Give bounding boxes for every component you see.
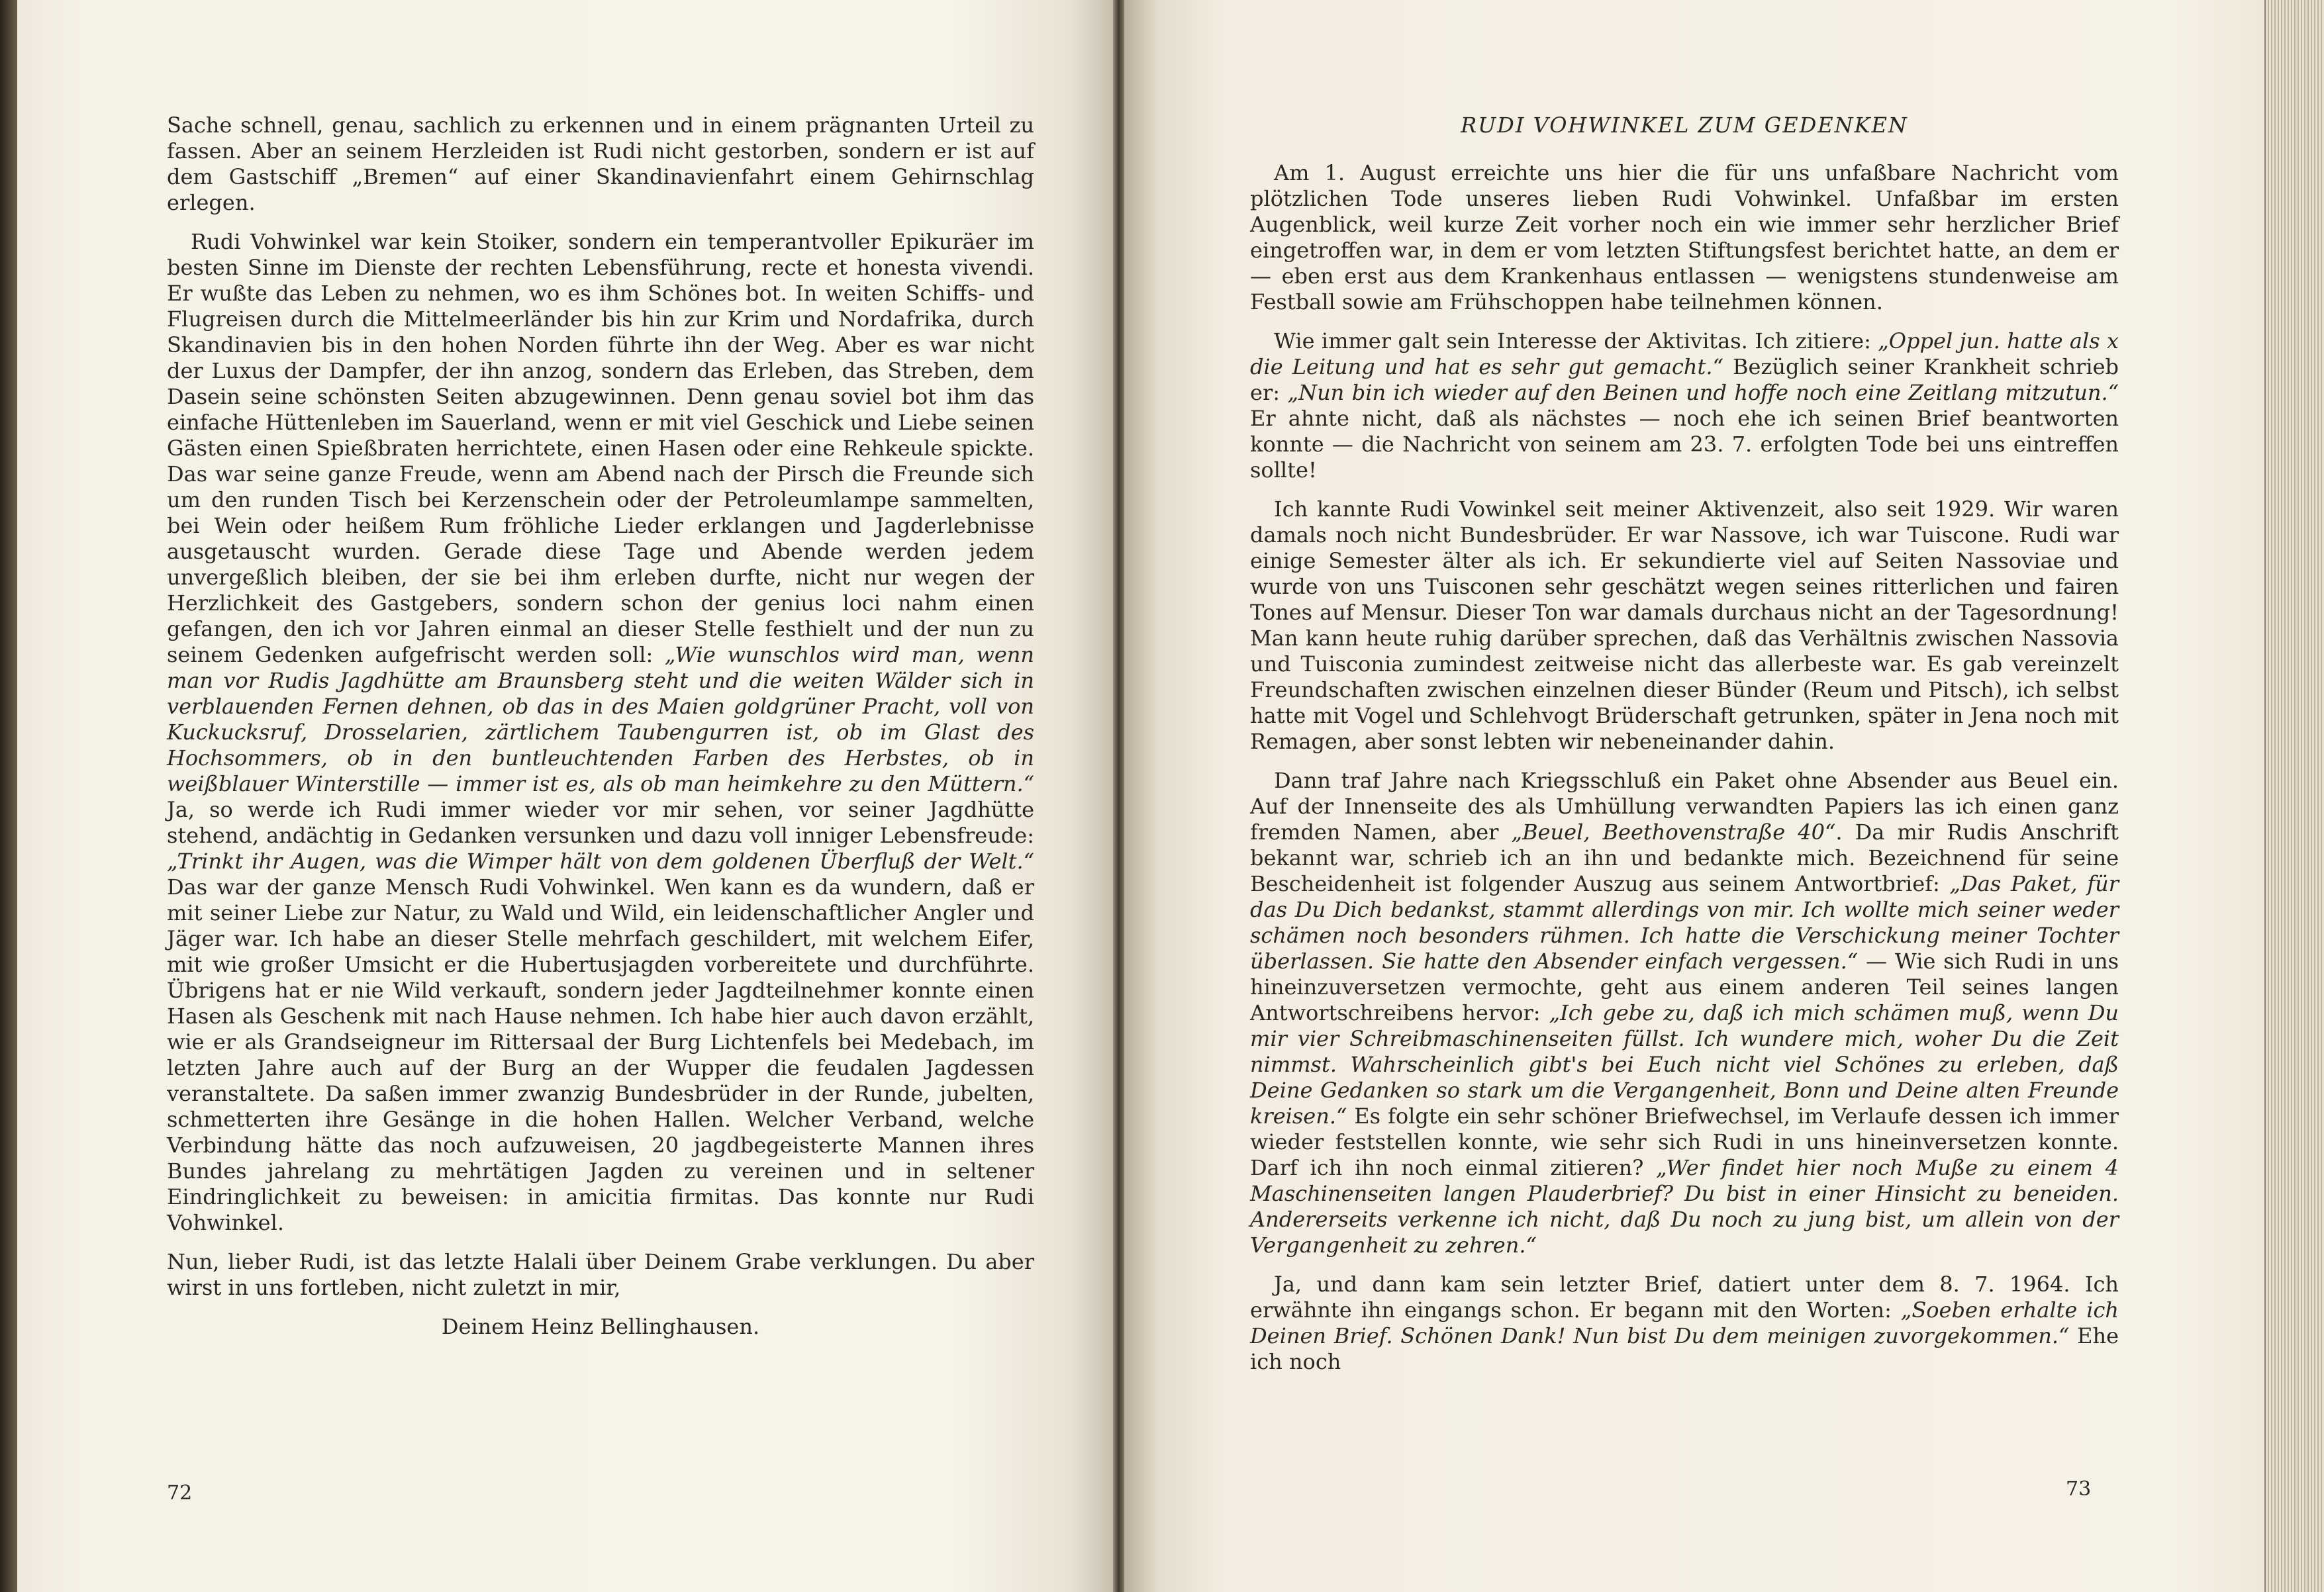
body-text: Ich kannte Rudi Vowinkel seit meiner Aktivenzeit, also seit 1929. Wir waren damals noch nicht Bundesbrüder. Er war Nassove, ich war Tuiscone. Rudi war einige Semester älter als ich. Er sekundierte viel auf Seiten Nassoviae und wurde von uns Tuisconen sehr geschätzt wegen seines ritterlichen und fairen Tones auf Mensur. Dieser Ton war damals durchaus nicht an der Tagesordnung! Man kann heute ruhig darüber sprechen, daß das Verhältnis zwischen Nassovia und Tuisconia zumindest zeitweise nicht das allerbeste war. Es gab vereinzelt Freundschaften zwischen einzelnen dieser Bünder (Reum und Pitsch), ich selbst hatte mit Vogel und Schlehvogt Brüderschaft getrunken, später in Jena noch mit Remagen, aber sonst lebten wir nebeneinander dahin. bbox=[1250, 496, 2119, 754]
right-page-body bbox=[1250, 160, 2119, 1388]
paragraph bbox=[1250, 328, 2119, 483]
paragraph bbox=[1250, 1272, 2119, 1375]
quoted-text: „Nun bin ich wieder auf den Beinen und hoffe noch eine Zeitlang mitzutun.“ bbox=[1287, 380, 2119, 405]
quoted-text: „Oppel jun. hatte als x die Leitung und hat es sehr gut gemacht.“ bbox=[1250, 328, 2119, 379]
paragraph bbox=[167, 1249, 1034, 1301]
page-stack-edge bbox=[2264, 0, 2324, 1592]
paragraph bbox=[1250, 160, 2119, 315]
quoted-text: „Trinkt ihr Augen, was die Wimper hält von dem goldenen Überfluß der Welt.“ bbox=[167, 849, 1034, 874]
body-text: — Wie sich Rudi in uns hineinzuversetzen vermochte, geht aus einem anderen Teil seines langen Antwortschreibens hervor: bbox=[1250, 949, 2119, 1025]
body-text: Er ahnte nicht, daß als nächstes — noch ehe ich seinen Brief beantworten konnte — die Nachricht von seinem am 23. 7. erfolgten Tode bei uns eintreffen sollte! bbox=[1250, 406, 2119, 483]
left-page-body bbox=[167, 113, 1034, 1353]
quoted-text: „Ich gebe zu, daß ich mich schämen muß, wenn Du mir vier Schreibmaschinenseiten füllst. Ich wundere mich, woher Du die Zeit nimmst. Wahrscheinlich gibt's bei Euch nicht viel Schönes zu erleben, daß Deine Gedanken so stark um die Vergangenheit, Bonn und Deine alten Freunde kreisen.“ bbox=[1250, 1000, 2119, 1129]
body-text: . Da mir Rudis Anschrift bekannt war, schrieb ich an ihn und bedankte mich. Bezeichnend für seine Bescheidenheit ist folgender Auszug aus seinem Antwortbrief: bbox=[1250, 819, 2119, 896]
body-text: Ja, und dann kam sein letzter Brief, datiert unter dem 8. 7. 1964. Ich erwähnte ihn eingangs schon. Er begann mit den Worten: bbox=[1250, 1272, 2119, 1323]
body-text: Das war der ganze Mensch Rudi Vohwinkel. Wen kann es da wundern, daß er mit seiner Liebe zur Natur, zu Wald und Wild, ein leidenschaftlicher Angler und Jäger war. Ich habe an dieser Stelle mehrfach geschildert, mit welchem Eifer, mit wie großer Umsicht er die Hubertusjagden vorbereitete und durchführte. Übrigens hat er nie Wild verkauft, sondern jeder Jagdteilnehmer konnte einen Hasen als Geschenk mit nach Hause nehmen. Ich habe hier auch davon erzählt, wie er als Grandseigneur im Rittersaal der Burg Lichtenfels bei Medebach, im letzten Jahre auch auf der Burg an der Wupper die feudalen Jagdessen veranstaltete. Da saßen immer zwanzig Bundesbrüder in der Runde, jubelten, schmetterten ihre Gesänge in die hohen Hallen. Welcher Verband, welche Verbindung hätte das noch aufzuweisen, 20 jagdbegeisterte Mannen ihres Bundes jahrelang zu mehrtätigen Jagden zu vereinen und in seltener Eindringlichkeit zu beweisen: in amicitia firmitas. Das konnte nur Rudi Vohwinkel. bbox=[167, 874, 1034, 1235]
signature: Deinem Heinz Bellinghausen. bbox=[441, 1314, 760, 1339]
running-head: RUDI VOHWINKEL ZUM GEDENKEN bbox=[1461, 113, 1908, 138]
page-number-right: 73 bbox=[2066, 1477, 2092, 1501]
page-number-left: 72 bbox=[167, 1481, 193, 1505]
quoted-text: „Wie wunschlos wird man, wenn man vor Rudis Jagdhütte am Braunsberg steht und die weiten Wälder sich in verblauenden Fernen dehnen, ob das in des Maien goldgrüner Pracht, voll von Kuckucksruf, Drosselarien, zärtlichem Taubengurren ist, ob im Glast des Hochsommers, ob in den buntleuchtenden Farben des Herbstes, ob in weißblauer Winterstille — immer ist es, als ob man heimkehre zu den Müttern.“ bbox=[167, 642, 1035, 796]
body-text: Rudi Vohwinkel war kein Stoiker, sondern ein temperantvoller Epikuräer im besten Sinne im Dienste der rechten Lebensführung, recte et honesta vivendi. Er wußte das Leben zu nehmen, wo es ihm Schönes bot. In weiten Schiffs- und Flugreisen durch die Mittelmeerländer bis hin zur Krim und Nordafrika, durch Skandinavien bis in den hohen Norden führte ihn der Weg. Aber es war nicht der Luxus der Dampfer, der ihn anzog, sondern das Erleben, das Streben, dem Dasein seine schönsten Seiten abzugewinnen. Denn genau soviel bot ihm das einfache Hüttenleben im Sauerland, wenn er mit viel Geschick und Liebe seinen Gästen einen Spießbraten herrichtete, einen Hasen oder eine Rehkeule spickte. Das war seine ganze Freude, wenn am Abend nach der Pirsch die Freunde sich um den runden Tisch bei Kerzenschein oder der Petroleumlampe sammelten, bei Wein oder heißem Rum fröhliche Lieder erklangen und Jagderlebnisse ausgetauscht wurden. Gerade diese Tage und Abende werden jedem unvergeßlich bleiben, der sie bei ihm erleben durfte, nicht nur wegen der Herzlichkeit des Gastgebers, sondern schon der genius loci nahm einen gefangen, den ich vor Jahren einmal an dieser Stelle festhielt und der nun zu seinem Gedenken aufgefrischt werden soll: bbox=[167, 229, 1034, 667]
body-text: Dann traf Jahre nach Kriegsschluß ein Paket ohne Absender aus Beuel ein. Auf der Innenseite des als Umhüllung verwandten Papiers las ich einen ganz fremden Namen, aber bbox=[1250, 768, 2119, 845]
paragraph bbox=[167, 229, 1034, 1236]
body-text: Ja, so werde ich Rudi immer wieder vor mir sehen, vor seiner Jagdhütte stehend, andächtig in Gedanken versunken und dazu voll inniger Lebensfreude: bbox=[167, 797, 1034, 848]
quoted-text: „Beuel, Beethovenstraße 40“ bbox=[1511, 819, 1836, 845]
body-text: Es folgte ein sehr schöner Briefwechsel, im Verlaufe dessen ich immer wieder feststellen konnte, wie sehr sich Rudi in uns hineinversetzen konnte. Darf ich ihn noch einmal zitieren? bbox=[1250, 1103, 2119, 1180]
paragraph bbox=[167, 113, 1034, 216]
body-text: Nun, lieber Rudi, ist das letzte Halali über Deinem Grabe verklungen. Du aber wirst in uns fortleben, nicht zuletzt in mir, bbox=[167, 1249, 1034, 1300]
body-text: Wie immer galt sein Interesse der Aktivitas. Ich zitiere: bbox=[1274, 328, 1878, 353]
book-edge-left bbox=[0, 0, 17, 1592]
paragraph bbox=[1250, 768, 2119, 1258]
book-gutter bbox=[1113, 0, 1124, 1592]
body-text: Sache schnell, genau, sachlich zu erkennen und in einem prägnanten Urteil zu fassen. Aber an seinem Herzleiden ist Rudi nicht gestorben, sondern er ist auf dem Gastschiff „Bremen“ auf einer Skandinavienfahrt einem Gehirnschlag erlegen. bbox=[167, 113, 1034, 215]
quoted-text: „Das Paket, für das Du Dich bedankst, stammt allerdings von mir. Ich wollte mich seiner weder schämen noch besonders rühmen. Ich hatte die Verschickung meiner Tochter überlassen. Sie hatte den Absender einfach vergessen.“ bbox=[1250, 871, 2119, 974]
body-text: Ehe ich noch bbox=[1250, 1323, 2119, 1374]
right-page bbox=[1124, 0, 2264, 1592]
quoted-text: „Wer findet hier noch Muße zu einem 4 Maschinenseiten langen Plauderbrief? Du bist in einer Hinsicht zu beneiden. Andererseits verkenne ich nicht, daß Du noch zu jung bist, um allein von der Vergangenheit zu zehren.“ bbox=[1250, 1155, 2119, 1258]
quoted-text: „Soeben erhalte ich Deinen Brief. Schönen Dank! Nun bist Du dem meinigen zuvorgekommen.“ bbox=[1250, 1297, 2119, 1348]
body-text: Bezüglich seiner Krankheit schrieb er: bbox=[1250, 354, 2119, 405]
paragraph bbox=[1250, 496, 2119, 755]
body-text: Am 1. August erreichte uns hier die für uns unfaßbare Nachricht vom plötzlichen Tode unseres lieben Rudi Vohwinkel. Unfaßbar im ersten Augenblick, weil kurze Zeit vorher noch ein wie immer sehr herzlicher Brief eingetroffen war, in dem er vom letzten Stiftungsfest berichtet hatte, an dem er — eben erst aus dem Krankenhaus entlassen — wenigstens stundenweise am Festball sowie am Frühschoppen habe teilnehmen können. bbox=[1250, 160, 2119, 314]
left-page bbox=[17, 0, 1113, 1592]
